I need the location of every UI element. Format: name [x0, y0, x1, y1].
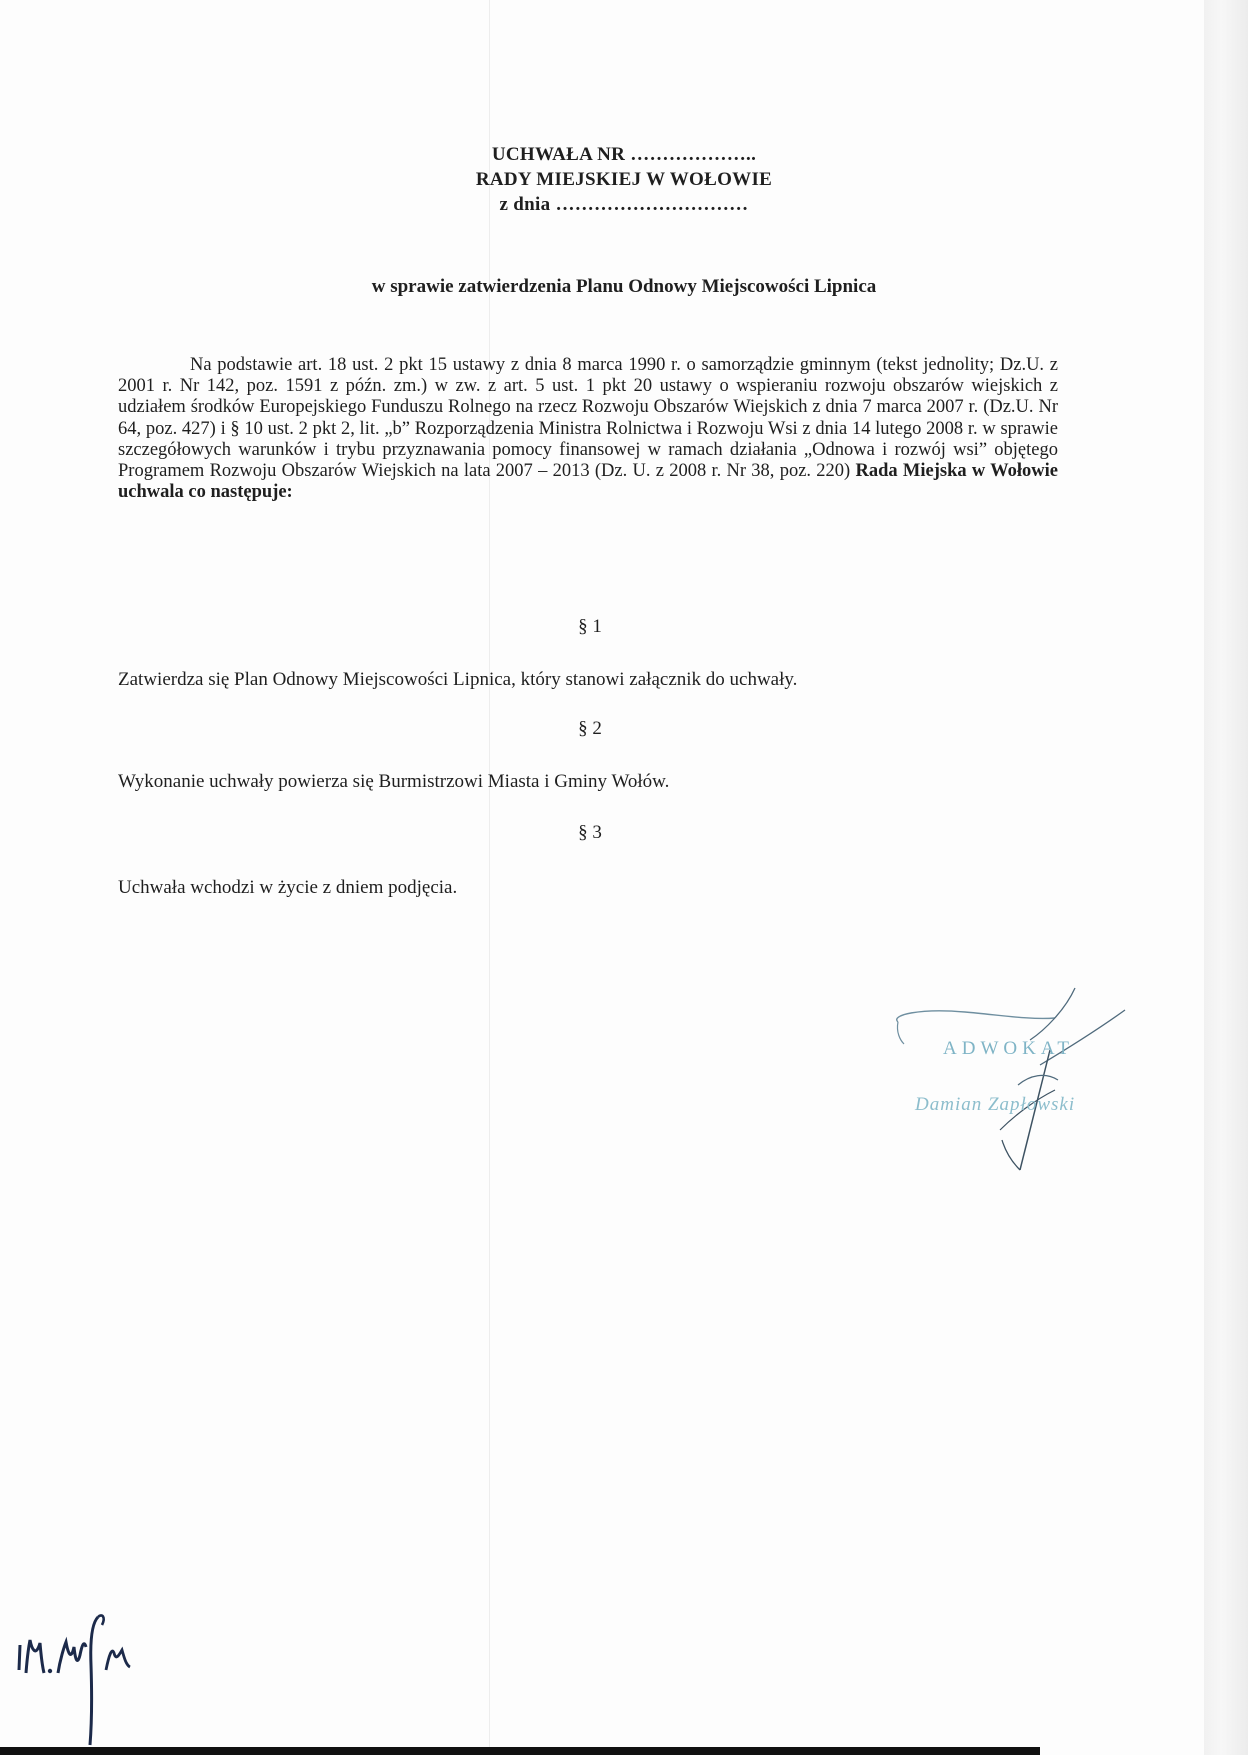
section-mark-3: § 3 — [578, 822, 602, 843]
section-mark-1: § 1 — [578, 616, 602, 637]
stamp-signature-icon — [880, 980, 1140, 1180]
resolution-subject: w sprawie zatwierdzenia Planu Odnowy Miejscowości Lipnica — [371, 276, 877, 297]
scan-bottom-bar — [0, 1747, 1040, 1755]
council-name: RADY MIEJSKIEJ W WOŁOWIE — [475, 169, 773, 190]
scan-fold-line — [489, 0, 490, 1755]
section-text-3: Uchwała wchodzi w życie z dniem podjęcia. — [118, 877, 458, 898]
legal-basis-paragraph — [118, 355, 1058, 503]
stamp-title: ADWOKAT — [943, 1038, 1075, 1059]
section-text-1: Zatwierdza się Plan Odnowy Miejscowości Lipnica, który stanowi załącznik do uchwały. — [118, 669, 798, 690]
section-text-2: Wykonanie uchwały powierza się Burmistrzowi Miasta i Gminy Wołów. — [118, 771, 670, 792]
lawyer-stamp — [880, 980, 1140, 1180]
handwritten-initials-icon — [14, 1595, 164, 1755]
stamp-name: Damian Zapłowski — [915, 1094, 1076, 1115]
resolution-date: z dnia ………………………… — [499, 194, 749, 215]
resolution-number: UCHWAŁA NR ……………….. — [491, 144, 757, 165]
scan-edge-shadow — [1204, 0, 1248, 1755]
section-mark-2: § 2 — [578, 718, 602, 739]
legal-basis-text: Na podstawie art. 18 ust. 2 pkt 15 ustawy z dnia 8 marca 1990 r. o samorządzie gminnym (tekst jednolity; Dz.U. z 2001 r. Nr 142, poz. 1591 z późn. zm.) w zw. z art. 5 ust. 1 pkt 20 ustawy o wspieraniu rozwoju obszarów wiejskich z udziałem środków Europejskiego Funduszu Rolnego na rzecz Rozwoju Obszarów Wiejskich z dnia 7 marca 2007 r. (Dz.U. Nr 64, poz. 427) i § 10 ust. 2 pkt 2, lit. „b” Rozporządzenia Ministra Rolnictwa i Rozwoju Wsi z dnia 14 lutego 2008 r. w sprawie szczegółowych warunków i trybu przyznawania pomocy finansowej w ramach działania „Odnowa i rozwój wsi” objętego Programem Rozwoju Obszarów Wiejskich na lata 2007 – 2013 (Dz. U. z 2008 r. Nr 38, poz. 220) — [118, 355, 1058, 482]
council-resolves-text: Rada Miejska w Wołowie uchwala co następuje: — [118, 461, 1059, 503]
